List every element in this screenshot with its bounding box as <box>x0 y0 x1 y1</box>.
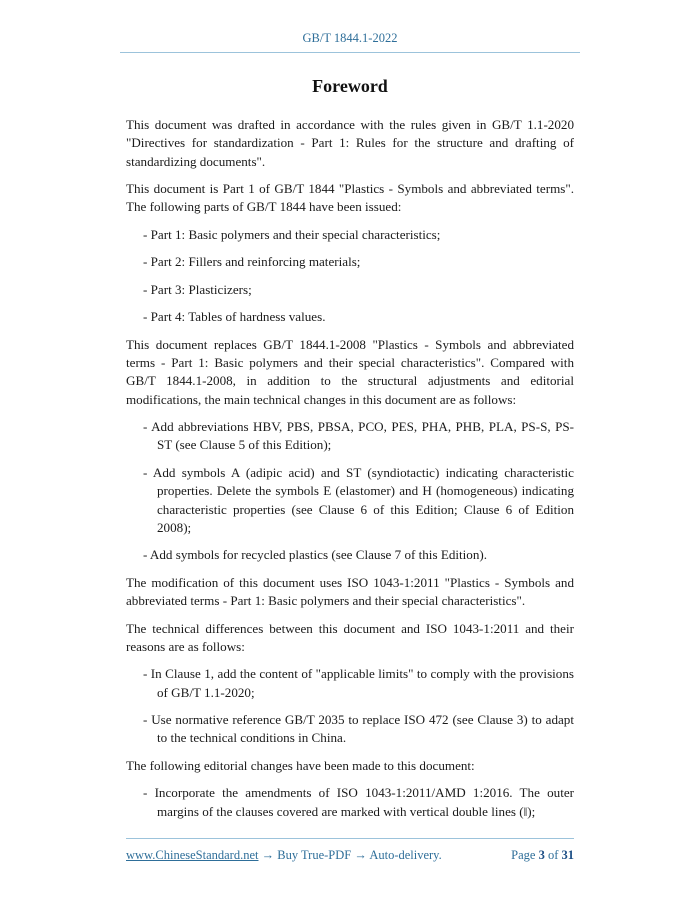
footer-promo <box>126 848 442 863</box>
list-item: - Part 2: Fillers and reinforcing materials; <box>143 254 361 270</box>
list-item: - Part 1: Basic polymers and their special characteristics; <box>143 226 441 242</box>
arrow-icon: → <box>351 848 370 862</box>
buy-link[interactable]: Buy True-PDF <box>277 848 352 862</box>
page-total: 31 <box>561 848 574 862</box>
section-title: Foreword <box>312 76 388 96</box>
page-label: Page <box>511 848 536 862</box>
footer-divider <box>126 838 574 839</box>
list-item: - Incorporate the amendments of ISO 1043-1:2011/AMD 1:2016. The outer margins of the clauses covered are marked with vertical double lines (‖); <box>143 785 574 819</box>
paragraph: This document was drafted in accordance with the rules given in GB/T 1.1-2020 "Directives for standardization - Part 1: Rules for the structure and drafting of standardizing documents". <box>126 117 574 169</box>
list-item: - Part 4: Tables of hardness values. <box>143 309 326 325</box>
list-item: - Add abbreviations HBV, PBS, PBSA, PCO, PES, PHA, PHB, PLA, PS-S, PS-ST (see Clause 5 of this Edition); <box>143 419 574 453</box>
list-item: - Add symbols for recycled plastics (see Clause 7 of this Edition). <box>143 547 488 563</box>
paragraph: The technical differences between this document and ISO 1043-1:2011 and their reasons are as follows: <box>126 620 574 654</box>
list-item: - In Clause 1, add the content of "applicable limits" to comply with the provisions of GB/T 1.1-2020; <box>143 666 574 700</box>
list-item: - Add symbols A (adipic acid) and ST (syndiotactic) indicating characteristic properties. Delete the symbols E (elastomer) and H (homogeneous) indicating characteristic properties (see Clause 6 of this Edition; Clause 6 of Edition 2008); <box>143 464 574 535</box>
paragraph: This document is Part 1 of GB/T 1844 "Plastics - Symbols and abbreviated terms". The following parts of GB/T 1844 have been issued: <box>126 181 574 215</box>
site-link[interactable]: www.ChineseStandard.net <box>126 848 259 862</box>
delivery-text: Auto-delivery. <box>369 848 442 862</box>
paragraph: This document replaces GB/T 1844.1-2008 "Plastics - Symbols and abbreviated terms - Part 1: Basic polymers and their special characteristics". Compared with GB/T 1844.1-2008, in addition to the structural adjustments and editorial modifications, the main technical changes in this document are as follows: <box>126 336 574 407</box>
header-divider <box>120 52 580 53</box>
page-indicator <box>511 848 574 863</box>
running-header: GB/T 1844.1-2022 <box>302 31 398 45</box>
paragraph: The modification of this document uses ISO 1043-1:2011 "Plastics - Symbols and abbreviated terms - Part 1: Basic polymers and their special characteristics". <box>126 574 574 609</box>
paragraph: The following editorial changes have been made to this document: <box>126 757 475 773</box>
list-item: - Use normative reference GB/T 2035 to replace ISO 472 (see Clause 3) to adapt to the technical conditions in China. <box>143 712 574 746</box>
list-item: - Part 3: Plasticizers; <box>143 281 252 297</box>
arrow-icon: → <box>258 848 278 862</box>
of-label: of <box>547 848 559 862</box>
foreword-body <box>126 116 574 830</box>
page-number: 3 <box>538 848 545 862</box>
